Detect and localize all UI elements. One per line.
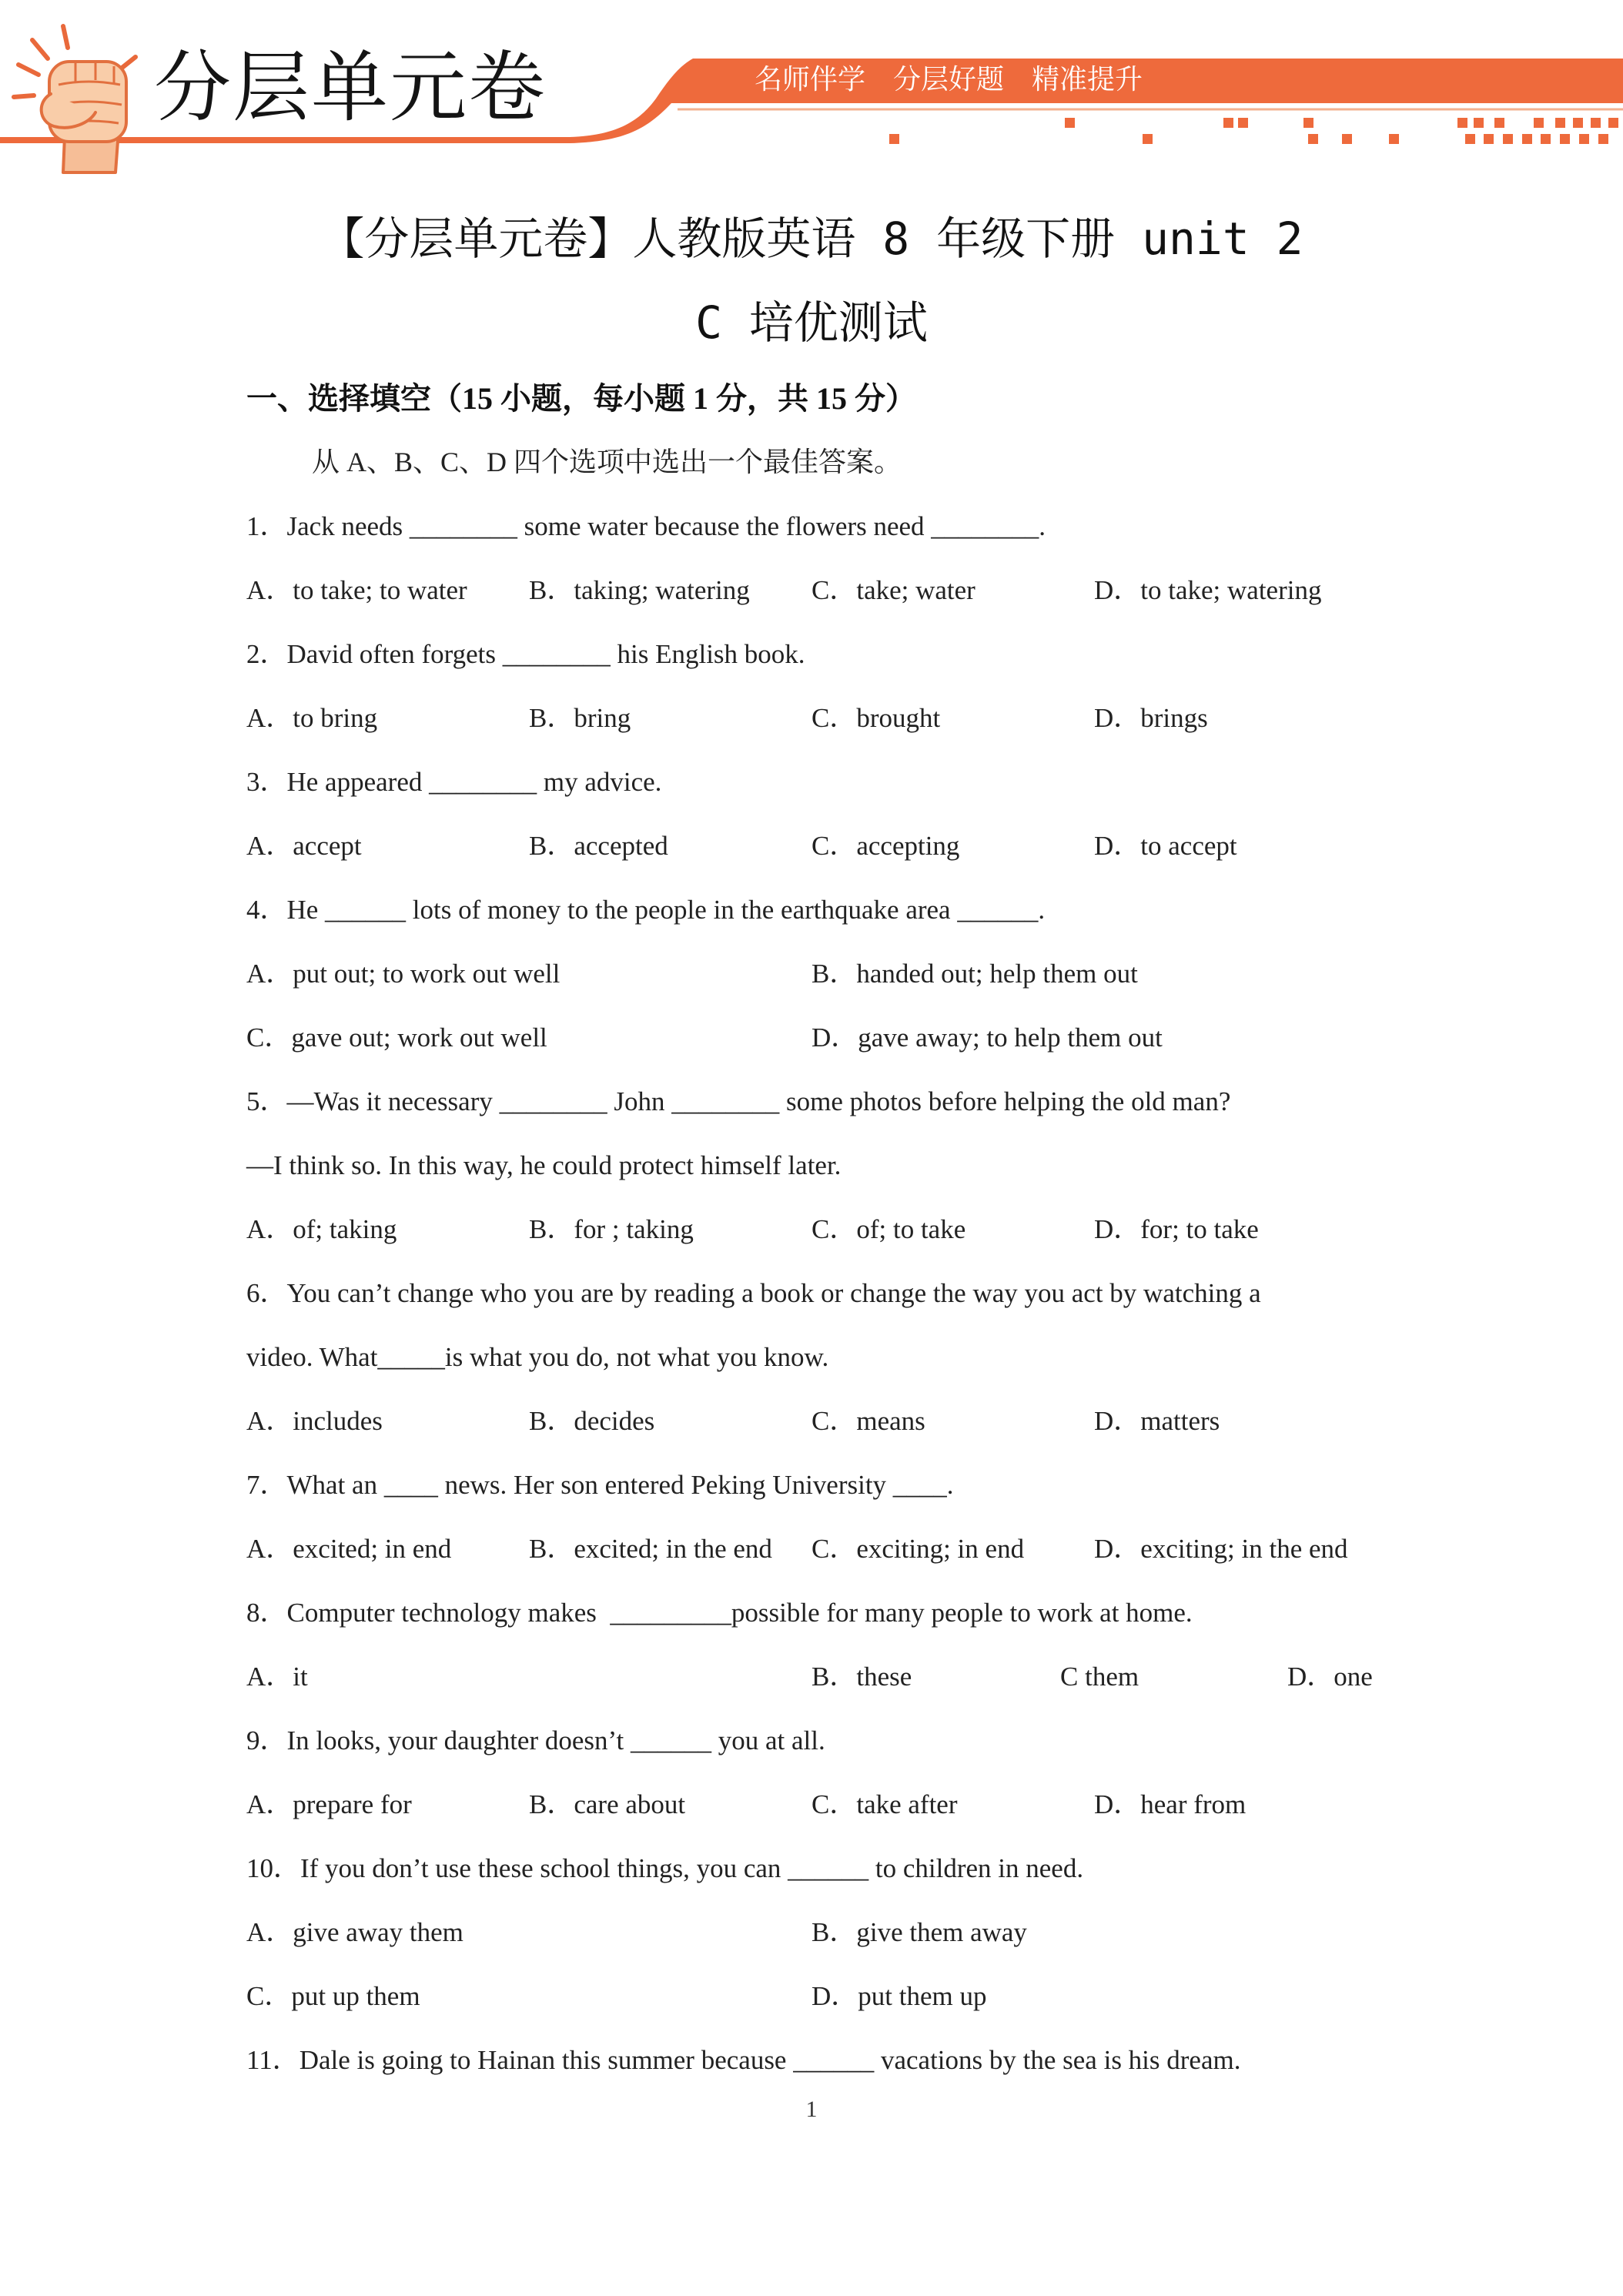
question-stem-continued: —I think so. In this way, he could protect himself later. bbox=[246, 1150, 842, 1180]
option-a: A．to bring bbox=[246, 703, 378, 733]
document-subtitle: C 培优测试 bbox=[695, 296, 928, 349]
question-stem: 9．In looks, your daughter doesn’t ______ you at all. bbox=[246, 1725, 825, 1755]
decor-dot bbox=[1598, 134, 1608, 144]
option-c: C．take after bbox=[812, 1789, 958, 1819]
options-row bbox=[246, 558, 1555, 622]
brand-title: 分层单元卷 bbox=[154, 42, 547, 132]
option-c: C．brought bbox=[812, 703, 941, 733]
option-a: A．give away them bbox=[246, 1917, 463, 1947]
decor-dot bbox=[1223, 118, 1233, 128]
decor-dot bbox=[1303, 118, 1313, 128]
decor-dot bbox=[1389, 134, 1399, 144]
option-b: B．excited; in the end bbox=[529, 1534, 772, 1564]
decor-dot bbox=[1494, 118, 1504, 128]
option-b: B．decides bbox=[529, 1406, 655, 1436]
page-number: 1 bbox=[805, 2097, 818, 2122]
document-title: 【分层单元卷】人教版英语 8 年级下册 unit 2 bbox=[320, 213, 1303, 265]
option-c: C．gave out; work out well bbox=[246, 1022, 547, 1053]
decor-dot bbox=[1573, 118, 1583, 128]
options-row bbox=[246, 1900, 1555, 1964]
question-stem-continued: video. What_____is what you do, not what you know. bbox=[246, 1342, 829, 1372]
exam-content bbox=[246, 366, 1555, 2092]
decor-dot bbox=[1534, 118, 1544, 128]
decor-dot bbox=[1484, 134, 1494, 144]
option-c: C．accepting bbox=[812, 831, 960, 861]
option-c: C．take; water bbox=[812, 575, 975, 605]
banner-slogan: 名师伴学 分层好题 精准提升 bbox=[755, 64, 1143, 95]
option-b: B．care about bbox=[529, 1789, 686, 1819]
decor-dot bbox=[1143, 134, 1153, 144]
option-d: D．to accept bbox=[1094, 831, 1237, 861]
question-stem: 4．He ______ lots of money to the people in the earthquake area ______. bbox=[246, 895, 1046, 925]
decor-dot bbox=[889, 134, 899, 144]
decor-dot bbox=[1555, 118, 1565, 128]
decor-dot bbox=[1579, 134, 1589, 144]
option-c: C．put up them bbox=[246, 1981, 420, 2011]
section-heading: 一、选择填空（15 小题，每小题 1 分，共 15 分） bbox=[246, 381, 916, 416]
option-b: B．give them away bbox=[812, 1917, 1027, 1947]
decor-dot bbox=[1238, 118, 1248, 128]
option-b: B．these bbox=[812, 1662, 912, 1692]
question-stem: 7．What an ____ news. Her son entered Peking University ____. bbox=[246, 1470, 954, 1500]
option-d: D．matters bbox=[1094, 1406, 1220, 1436]
option-b: B．accepted bbox=[529, 831, 668, 861]
section-instruction: 从 A、B、C、D 四个选项中选出一个最佳答案。 bbox=[312, 447, 902, 477]
option-c: C them bbox=[1060, 1662, 1139, 1692]
decor-dot bbox=[1474, 118, 1484, 128]
question-stem: 10．If you don’t use these school things, you can ______ to children in need. bbox=[246, 1853, 1084, 1883]
decor-dot bbox=[1541, 134, 1551, 144]
option-b: B．handed out; help them out bbox=[812, 959, 1138, 989]
options-row bbox=[246, 1517, 1555, 1581]
question-stem: 6．You can’t change who you are by reading a book or change the way you act by watching a bbox=[246, 1278, 1261, 1308]
option-d: D．for; to take bbox=[1094, 1214, 1259, 1244]
option-d: D．gave away; to help them out bbox=[812, 1022, 1163, 1053]
option-b: B．bring bbox=[529, 703, 631, 733]
option-d: D．hear from bbox=[1094, 1789, 1247, 1819]
decor-dot bbox=[1457, 118, 1467, 128]
option-c: C．exciting; in end bbox=[812, 1534, 1025, 1564]
decor-dot bbox=[1591, 118, 1601, 128]
options-row bbox=[246, 1006, 1555, 1069]
option-d: D．put them up bbox=[812, 1981, 987, 2011]
fist-icon bbox=[14, 26, 136, 172]
option-d: D．to take; watering bbox=[1094, 575, 1322, 605]
options-row bbox=[246, 1389, 1555, 1453]
question-stem: 8．Computer technology makes _________possible for many people to work at home. bbox=[246, 1598, 1193, 1628]
options-row bbox=[246, 814, 1555, 878]
option-b: B．taking; watering bbox=[529, 575, 750, 605]
options-row bbox=[246, 1772, 1555, 1836]
decor-dot bbox=[1608, 118, 1618, 128]
options-row bbox=[246, 686, 1555, 750]
decor-dot bbox=[1522, 134, 1532, 144]
option-a: A．includes bbox=[246, 1406, 383, 1436]
decor-dot bbox=[1503, 134, 1513, 144]
decor-dot bbox=[1065, 118, 1075, 128]
question-stem: 3．He appeared ________ my advice. bbox=[246, 767, 662, 797]
question-stem: 5．—Was it necessary ________ John ________ some photos before helping the old man? bbox=[246, 1086, 1231, 1116]
option-a: A．to take; to water bbox=[246, 575, 467, 605]
question-stem: 11．Dale is going to Hainan this summer because ______ vacations by the sea is his dream. bbox=[246, 2045, 1241, 2075]
options-row bbox=[246, 1964, 1555, 2028]
question-stem: 1．Jack needs ________ some water because the flowers need ________. bbox=[246, 511, 1046, 541]
options-row bbox=[246, 1197, 1555, 1261]
option-d: D．exciting; in the end bbox=[1094, 1534, 1348, 1564]
decor-dot bbox=[1308, 134, 1318, 144]
decor-dots bbox=[889, 118, 1618, 144]
decor-dot bbox=[1342, 134, 1352, 144]
option-a: A．accept bbox=[246, 831, 362, 861]
option-d: D．one bbox=[1287, 1662, 1373, 1692]
option-b: B．for ; taking bbox=[529, 1214, 694, 1244]
options-row bbox=[246, 1645, 1555, 1709]
option-c: C．means bbox=[812, 1406, 925, 1436]
option-a: A．of; taking bbox=[246, 1214, 397, 1244]
decor-dot bbox=[1560, 134, 1570, 144]
option-c: C．of; to take bbox=[812, 1214, 966, 1244]
decor-dot bbox=[1465, 134, 1475, 144]
option-a: A．it bbox=[246, 1662, 308, 1692]
option-d: D．brings bbox=[1094, 703, 1208, 733]
option-a: A．put out; to work out well bbox=[246, 959, 561, 989]
option-a: A．prepare for bbox=[246, 1789, 412, 1819]
options-row bbox=[246, 942, 1555, 1006]
question-stem: 2．David often forgets ________ his English book. bbox=[246, 639, 805, 669]
option-a: A．excited; in end bbox=[246, 1534, 452, 1564]
